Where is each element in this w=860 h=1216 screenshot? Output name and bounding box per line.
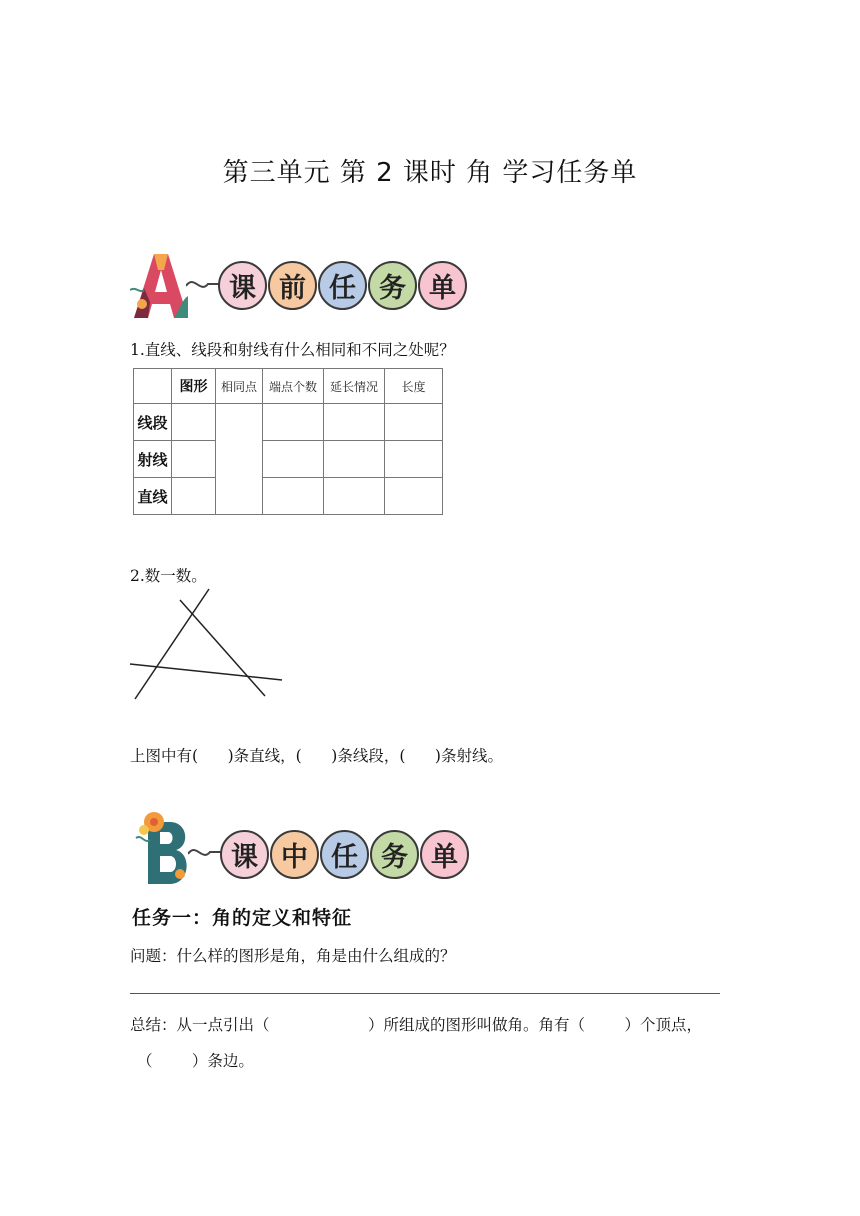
bubble-char-2: 前 bbox=[268, 261, 317, 310]
connector-curve bbox=[186, 276, 220, 292]
task-1-question: 问题：什么样的图形是角，角是由什么组成的？ bbox=[130, 947, 456, 965]
table-cell[interactable] bbox=[263, 478, 324, 515]
table-corner-cell bbox=[134, 369, 172, 404]
connector-curve bbox=[188, 844, 222, 860]
row-label-line: 直线 bbox=[134, 478, 172, 515]
bubble-char-3: 任 bbox=[318, 261, 367, 310]
bubble-char-5: 单 bbox=[418, 261, 467, 310]
table-cell[interactable] bbox=[324, 441, 385, 478]
header-length: 长度 bbox=[385, 369, 443, 404]
row-label-ray: 射线 bbox=[134, 441, 172, 478]
answer-underline[interactable] bbox=[130, 993, 720, 994]
banner-in-class bbox=[132, 808, 482, 888]
task-1-heading: 任务一：角的定义和特征 bbox=[132, 907, 353, 929]
table-cell[interactable] bbox=[172, 441, 216, 478]
table-cell[interactable] bbox=[385, 441, 443, 478]
question-2-text: 2.数一数。 bbox=[130, 567, 207, 585]
header-figure: 图形 bbox=[172, 369, 216, 404]
table-cell[interactable] bbox=[172, 478, 216, 515]
row-label-segment: 线段 bbox=[134, 404, 172, 441]
comparison-table bbox=[133, 368, 443, 515]
table-cell[interactable] bbox=[324, 478, 385, 515]
common-merged-cell[interactable] bbox=[216, 404, 263, 515]
banner-pre-class bbox=[130, 250, 480, 330]
bubble-char-2: 中 bbox=[270, 830, 319, 879]
table-cell[interactable] bbox=[324, 404, 385, 441]
letter-b-logo bbox=[132, 808, 194, 888]
question-2-answer-text: 上图中有( )条直线，( )条线段，( )条射线。 bbox=[130, 747, 503, 765]
bubble-char-1: 课 bbox=[218, 261, 267, 310]
table-cell[interactable] bbox=[385, 478, 443, 515]
table-cell[interactable] bbox=[263, 404, 324, 441]
bubble-char-3: 任 bbox=[320, 830, 369, 879]
bubble-char-5: 单 bbox=[420, 830, 469, 879]
letter-a-logo bbox=[130, 250, 192, 320]
task-1-summary-line-2: （ ）条边。 bbox=[137, 1052, 254, 1070]
bubble-char-4: 务 bbox=[370, 830, 419, 879]
question-1-text: 1.直线、线段和射线有什么相同和不同之处呢？ bbox=[130, 341, 455, 359]
header-common: 相同点 bbox=[216, 369, 263, 404]
figure-line-2 bbox=[180, 600, 265, 696]
figure-line-1 bbox=[135, 589, 209, 699]
header-endpoints: 端点个数 bbox=[263, 369, 324, 404]
bubble-char-1: 课 bbox=[220, 830, 269, 879]
bubble-char-4: 务 bbox=[368, 261, 417, 310]
lines-figure bbox=[125, 585, 290, 705]
table-cell[interactable] bbox=[172, 404, 216, 441]
page-title: 第三单元 第 2 课时 角 学习任务单 bbox=[222, 158, 638, 188]
task-1-summary-line-1: 总结：从一点引出（ ）所组成的图形叫做角。角有（ ）个顶点， bbox=[130, 1016, 702, 1034]
header-extension: 延长情况 bbox=[324, 369, 385, 404]
table-cell[interactable] bbox=[385, 404, 443, 441]
table-cell[interactable] bbox=[263, 441, 324, 478]
